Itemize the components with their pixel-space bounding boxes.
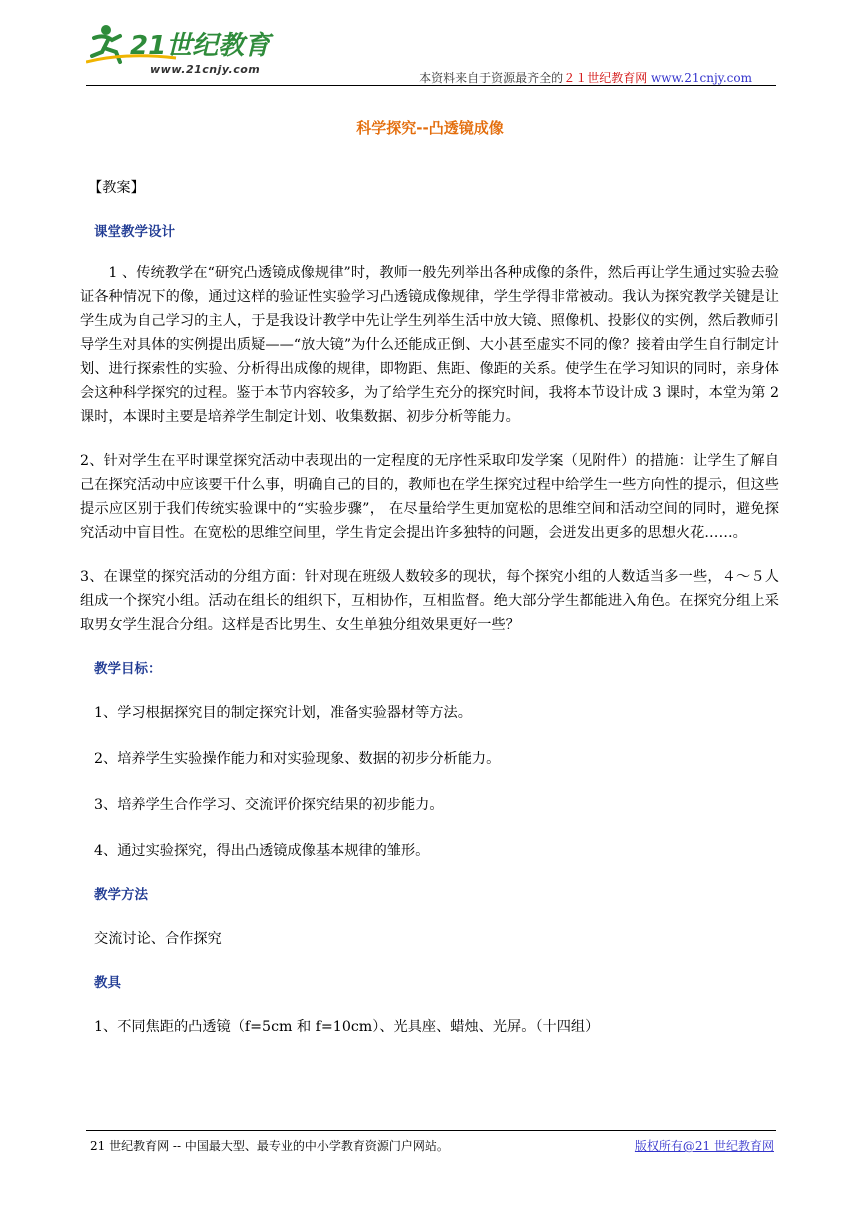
header-divider <box>86 85 776 86</box>
logo-url: www.21cnjy.com <box>150 63 261 76</box>
svg-text:21世纪教育: 21世纪教育 <box>130 31 271 61</box>
document-body <box>80 176 779 1039</box>
page-title: 科学探究--凸透镜成像 <box>356 119 504 137</box>
copyright-link[interactable]: 版权所有@21 世纪教育网 <box>634 1139 774 1153</box>
goal-item: 1、学习根据探究目的制定探究计划，准备实验器材等方法。 <box>94 705 472 721</box>
footer-text: 21 世纪教育网 -- 中国最大型、最专业的中小学教育资源门户网站。 <box>90 1139 449 1153</box>
source-url-link[interactable]: www.21cnjy.com <box>651 71 752 85</box>
section-label: 【教案】 <box>88 180 145 196</box>
source-prefix: 本资料来自于资源最齐全的 <box>419 71 564 85</box>
logo-graphic <box>86 22 286 66</box>
tools-text: 1、不同焦距的凸透镜（f=5cm 和 f=10cm）、光具座、蜡烛、光屏。（十四组） <box>94 1019 600 1035</box>
page-header <box>0 0 860 90</box>
goal-item: 3、培养学生合作学习、交流评价探究结果的初步能力。 <box>94 797 444 813</box>
source-brand: ２１世纪教育网 <box>563 71 648 85</box>
header-source-line <box>419 69 752 86</box>
method-text: 交流讨论、合作探究 <box>94 931 222 947</box>
design-paragraph-2: 2、针对学生在平时课堂探究活动中表现出的一定程度的无序性采取印发学案（见附件）的措施：让学生了解自己在探究活动中应该要干什么事，明确自己的目的，教师也在学生探究过程中给学生一些方向性的提示，但这些提示应区别于我们传统实验课中的“实验步骤”， 在尽量给学生更加宽松的思维空间和活动空间的同时，避免探究活动中盲目性。在宽松的思维空间里，学生肯定会提出许多独特的问题，会迸发出更多的思想火花……。 <box>80 453 779 541</box>
goals-heading: 教学目标： <box>94 661 162 677</box>
method-heading: 教学方法 <box>94 887 148 903</box>
design-paragraph-3: 3、在课堂的探究活动的分组方面：针对现在班级人数较多的现状，每个探究小组的人数适当多一些，４～５人组成一个探究小组。活动在组长的组织下，互相协作，互相监督。绝大部分学生都能进入角色。在探究分组上采取男女学生混合分组。这样是否比男生、女生单独分组效果更好一些？ <box>80 569 779 633</box>
design-paragraph-1: 1 、传统教学在“研究凸透镜成像规律”时，教师一般先列举出各种成像的条件，然后再让学生通过实验去验证各种情况下的像，通过这样的验证性实验学习凸透镜成像规律，学生学得非常被动。我认为探究教学关键是让学生成为自己学习的主人，于是我设计教学中先让学生列举生活中放大镜、照像机、投影仪的实例，然后教师引导学生对具体的实例提出质疑——“放大镜”为什么还能成正倒、大小甚至虚实不同的像？接着由学生自行制定计划、进行探索性的实验、分析得出成像的规律，即物距、焦距、像距的关系。使学生在学习知识的同时，亲身体会这种科学探究的过程。鉴于本节内容较多，为了给学生充分的探究时间，我将本节设计成 3 课时，本堂为第 2 课时，本课时主要是培养学生制定计划、收集数据、初步分析等能力。 <box>80 265 779 425</box>
design-heading: 课堂教学设计 <box>94 224 175 240</box>
footer-divider <box>86 1130 776 1131</box>
goal-item: 4、通过实验探究，得出凸透镜成像基本规律的雏形。 <box>94 843 430 859</box>
goal-item: 2、培养学生实验操作能力和对实验现象、数据的初步分析能力。 <box>94 751 501 767</box>
tools-heading: 教具 <box>94 975 121 991</box>
